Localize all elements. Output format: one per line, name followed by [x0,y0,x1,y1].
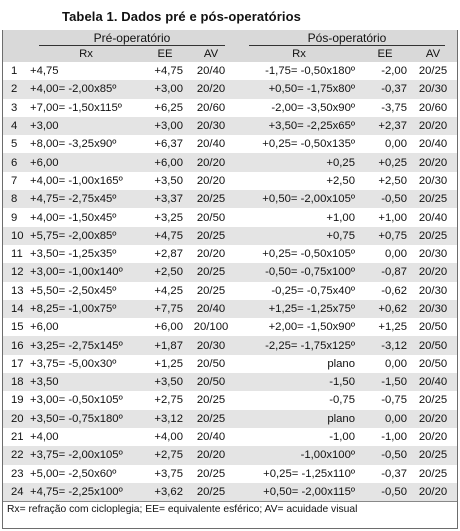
pre-ee-cell: +7,75 [145,300,185,318]
pre-rx-cell: +4,75= -2,25x100º [27,483,145,501]
table-row [3,99,457,117]
pre-rx-cell: +3,00= -1,00x140º [27,263,145,281]
post-rx-cell: -1,50 [237,373,361,391]
pre-av-cell: 20/60 [196,101,226,114]
post-rx-header: Rx [237,46,361,62]
post-ee-cell: +1,00 [378,211,407,224]
pre-rx-cell: +5,00= -2,50x60º [30,467,117,480]
post-rx-cell: plano [237,410,361,428]
pre-rx-cell: +5,75= -2,00x85º [27,227,145,245]
post-av-cell: 20/20 [418,431,448,444]
post-av-cell: 20/25 [409,190,457,208]
pre-av-cell: 20/25 [185,263,237,281]
post-av-cell: 20/40 [418,211,448,224]
pre-rx-cell: +4,00 [30,431,59,444]
column-header-row [3,46,457,62]
post-ee-cell: -0,37 [361,80,409,98]
table-title: Tabela 1. Dados pré e pós-operatórios [62,9,301,24]
row-number: 4 [3,117,27,135]
table-row [3,172,457,190]
table-row [3,336,457,354]
footnote: Rx= refração com cicloplegia; EE= equivalente esférico; AV= acuidade visual [3,501,457,518]
row-number: 3 [11,101,18,114]
row-number: 1 [11,65,18,78]
row-number: 7 [11,174,18,187]
pre-rx-cell: +8,00= -3,25x90º [30,138,117,151]
post-ee-cell: +2,37 [361,117,409,135]
title-bar [2,2,458,30]
pre-av-cell: 20/100 [193,321,229,334]
post-ee-cell: -0,37 [381,467,407,480]
row-number: 20 [3,410,27,428]
pre-ee-cell: +6,37 [154,138,183,151]
pre-av-cell: 20/25 [196,394,226,407]
post-rx-cell: +0,25 [237,153,361,171]
post-ee-cell: +0,25 [361,153,409,171]
pre-ee-cell: +6,00 [145,153,185,171]
row-number: 6 [3,153,27,171]
post-ee-cell: -0,50 [361,446,409,464]
table-row [3,410,457,428]
post-rx-cell: -0,50= -0,75x100º [237,263,361,281]
pre-av-header: AV [185,46,237,62]
row-number: 10 [3,227,27,245]
post-rx-cell: -0,75 [329,394,355,407]
pre-rx-cell: +3,50= -0,75x180º [27,410,145,428]
post-rx-cell: +0,50= -2,00x115º [237,483,361,501]
post-rx-cell: +2,50 [326,174,355,187]
table-row [3,153,457,171]
post-av-cell: 20/40 [418,138,448,151]
row-number: 22 [3,446,27,464]
table-row [3,245,457,263]
pre-rx-cell: +3,75= -2,00x105º [27,446,145,464]
pre-av-cell: 20/25 [185,190,237,208]
post-av-cell: 20/40 [409,373,457,391]
post-av-cell: 20/50 [418,357,448,370]
post-ee-cell: 0,00 [385,138,407,151]
pre-ee-cell: +2,87 [154,248,183,261]
pre-ee-cell: +4,25 [154,284,183,297]
pre-ee-cell: +3,50 [145,373,185,391]
pre-op-group: Pré-operatório [27,30,237,46]
pre-ee-cell: +6,00 [154,321,183,334]
pre-av-cell: 20/25 [185,483,237,501]
pre-ee-cell: +3,50 [154,174,183,187]
pre-av-cell: 20/50 [185,373,237,391]
pre-ee-cell: +2,75 [145,446,185,464]
post-av-cell: 20/30 [418,174,448,187]
pre-ee-cell: +3,12 [145,410,185,428]
post-ee-cell: -2,00 [381,65,407,78]
pre-ee-cell: +4,75 [154,65,183,78]
row-number: 16 [3,336,27,354]
pre-rx-cell: +3,75= -5,00x30º [30,357,117,370]
post-rx-cell: +3,50= -2,25x65º [237,117,361,135]
post-ee-cell: -0,75 [381,394,407,407]
post-ee-cell: 0,00 [385,357,407,370]
pre-av-cell: 20/40 [185,300,237,318]
post-av-cell: 20/50 [418,321,448,334]
pre-rx-cell: +4,00= -1,00x165º [30,174,123,187]
pre-av-cell: 20/25 [196,284,226,297]
post-ee-cell: +0,62 [361,300,409,318]
post-rx-cell: -1,00x100º [237,446,361,464]
pre-rx-cell: +6,00 [30,321,59,334]
table-row [3,190,457,208]
pre-ee-cell: +3,00 [145,80,185,98]
pre-av-cell: 20/20 [185,80,237,98]
row-number: 2 [3,80,27,98]
post-ee-cell: +2,50 [378,174,407,187]
post-av-cell: 20/20 [409,117,457,135]
table-row [3,483,457,501]
pre-rx-cell: +3,00 [27,117,145,135]
post-av-cell: 20/30 [418,284,448,297]
post-rx-cell: +0,75 [237,227,361,245]
post-av-header: AV [409,46,457,62]
row-number: 8 [3,190,27,208]
post-rx-cell: +0,25= -1,25x110º [263,467,355,480]
post-rx-cell: -1,75= -0,50x180º [265,65,355,78]
table-row [3,263,457,281]
row-number: 15 [11,321,24,334]
pre-av-cell: 20/40 [196,65,226,78]
table-row [3,80,457,98]
pre-rx-cell: +8,25= -1,00x75º [27,300,145,318]
pre-ee-cell: +2,50 [145,263,185,281]
row-number: 19 [11,394,24,407]
row-number: 18 [3,373,27,391]
pre-av-cell: 20/30 [185,336,237,354]
post-av-cell: 20/30 [418,248,448,261]
post-rx-cell: -1,00 [329,431,355,444]
post-ee-cell: -3,75 [381,101,407,114]
pre-rx-cell: +3,25= -2,75x145º [27,336,145,354]
post-rx-cell: +0,25= -0,50x105º [262,248,355,261]
pre-rx-cell: +4,75= -2,75x45º [27,190,145,208]
post-av-cell: 20/20 [409,410,457,428]
pre-ee-cell: +1,25 [154,357,183,370]
post-av-cell: 20/20 [409,153,457,171]
pre-rx-cell: +7,00= -1,50x115º [30,101,122,114]
row-number: 13 [11,284,24,297]
post-ee-header: EE [361,46,409,62]
pre-av-cell: 20/20 [196,248,226,261]
post-op-group: Pós-operatório [237,30,457,46]
pre-av-cell: 20/25 [185,227,237,245]
post-rx-cell: +2,00= -1,50x90º [268,321,355,334]
pre-av-cell: 20/50 [196,357,226,370]
pre-ee-cell: +3,37 [145,190,185,208]
post-ee-cell: 0,00 [361,410,409,428]
post-ee-cell: -0,50 [361,483,409,501]
pre-rx-cell: +5,50= -2,50x45º [30,284,117,297]
pre-rx-cell: +3,50 [27,373,145,391]
pre-av-cell: 20/40 [196,431,226,444]
post-av-cell: 20/25 [409,227,457,245]
row-number: 11 [11,248,23,261]
post-ee-cell: -1,00 [381,431,407,444]
pre-av-cell: 20/20 [185,446,237,464]
post-rx-cell: +1,00 [326,211,355,224]
post-ee-cell: +0,75 [361,227,409,245]
table-row [3,300,457,318]
pre-av-cell: 20/25 [185,410,237,428]
post-ee-cell: -0,50 [361,190,409,208]
table-row [3,282,457,300]
pre-rx-cell: +3,50= -1,25x35º [30,248,117,261]
post-av-cell: 20/25 [418,394,448,407]
pre-ee-cell: +6,25 [154,101,183,114]
post-ee-cell: +1,25 [378,321,407,334]
post-ee-cell: -3,12 [361,336,409,354]
post-ee-cell: -0,62 [381,284,407,297]
post-av-cell: 20/30 [409,300,457,318]
table-row [3,355,457,373]
table-row [3,391,457,409]
post-av-cell: 20/25 [409,446,457,464]
data-table [3,30,457,518]
pre-ee-cell: +4,75 [145,227,185,245]
pre-rx-cell: +4,00= -1,50x45º [30,211,117,224]
post-rx-cell: +0,25= -0,50x135º [262,138,355,151]
post-rx-cell: -2,25= -1,75x125º [237,336,361,354]
post-av-cell: 20/50 [409,336,457,354]
row-number: 5 [11,138,18,151]
row-number: 23 [11,467,24,480]
pre-ee-header: EE [145,46,185,62]
row-number: 14 [3,300,27,318]
table-row [3,465,457,483]
post-ee-cell: -1,50 [361,373,409,391]
pre-rx-cell: +6,00 [27,153,145,171]
pre-av-cell: 20/50 [196,211,226,224]
group-header-row [3,30,457,46]
pre-rx-cell: +4,75 [30,65,59,78]
pre-ee-cell: +1,87 [145,336,185,354]
footnote-row [3,501,457,518]
post-rx-cell: +1,25= -1,25x75º [237,300,361,318]
pre-av-cell: 20/25 [196,467,226,480]
post-av-cell: 20/30 [409,80,457,98]
table-row [3,227,457,245]
pre-av-cell: 20/40 [196,138,226,151]
table-row [3,117,457,135]
pre-rx-header: Rx [27,46,145,62]
row-number: 9 [11,211,18,224]
table-row [3,428,457,446]
table-row [3,318,457,336]
pre-av-cell: 20/20 [196,174,226,187]
post-av-cell: 20/60 [418,101,448,114]
post-rx-cell: +0,50= -1,75x80º [237,80,361,98]
post-av-cell: 20/25 [418,467,448,480]
post-av-cell: 20/20 [409,483,457,501]
post-av-cell: 20/20 [409,263,457,281]
pre-ee-cell: +4,00 [154,431,183,444]
row-number: 17 [11,357,24,370]
pre-av-cell: 20/30 [185,117,237,135]
pre-av-cell: 20/20 [185,153,237,171]
pre-ee-cell: +3,75 [154,467,183,480]
post-av-cell: 20/25 [418,65,448,78]
post-rx-cell: +0,50= -2,00x105º [237,190,361,208]
pre-ee-cell: +3,62 [145,483,185,501]
table-row [3,446,457,464]
row-number: 21 [11,431,24,444]
post-ee-cell: 0,00 [385,248,407,261]
pre-ee-cell: +3,25 [154,211,183,224]
pre-ee-cell: +3,00 [145,117,185,135]
table-row [3,135,457,153]
pre-ee-cell: +2,75 [154,394,183,407]
post-ee-cell: -0,87 [361,263,409,281]
post-rx-cell: -2,00= -3,50x90º [271,101,355,114]
post-rx-cell: -0,25= -0,75x40º [271,284,355,297]
post-rx-cell: plano [327,357,355,370]
row-number: 24 [3,483,27,501]
table-row [3,373,457,391]
row-number: 12 [3,263,27,281]
table-row [3,208,457,226]
pre-rx-cell: +3,00= -0,50x105º [30,394,123,407]
table-row [3,62,457,80]
pre-rx-cell: +4,00= -2,00x85º [27,80,145,98]
